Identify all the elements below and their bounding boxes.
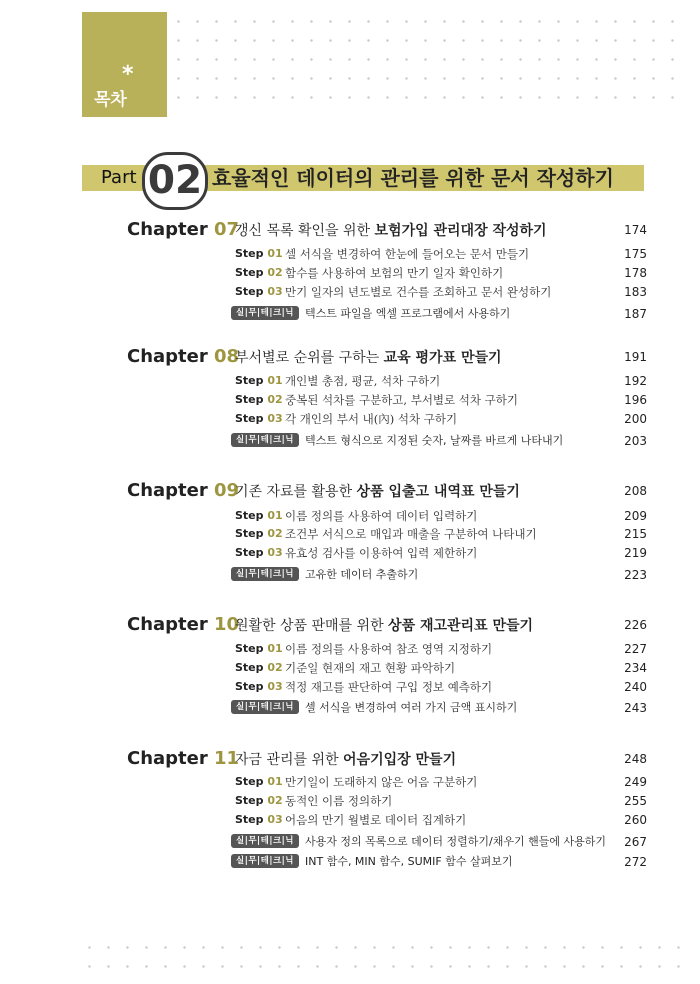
page-number: 187 — [624, 307, 647, 321]
page-number: 223 — [624, 568, 647, 582]
step-item[interactable] — [235, 792, 647, 810]
page-number: 215 — [624, 527, 647, 541]
step-item[interactable] — [235, 811, 647, 829]
tip-text: 텍스트 형식으로 지정된 숫자, 날짜를 바르게 나타내기 — [305, 434, 564, 447]
tip-text: INT 함수, MIN 함수, SUMIF 함수 살펴보기 — [305, 855, 513, 868]
page-number: 209 — [624, 509, 647, 523]
step-label: Step 02 — [235, 794, 283, 807]
tip-badge: 실|무|테|크|닉 — [231, 433, 299, 447]
step-label: Step 01 — [235, 247, 283, 260]
chapter-label: Chapter 10 — [127, 614, 240, 635]
step-item[interactable] — [235, 283, 647, 301]
step-label: Step 02 — [235, 266, 283, 279]
step-item[interactable] — [235, 391, 647, 409]
chapter-heading[interactable] — [127, 219, 647, 241]
tip-badge: 실|무|테|크|닉 — [231, 834, 299, 848]
page-number: 203 — [624, 434, 647, 448]
step-label: Step 03 — [235, 412, 283, 425]
chapter-label: Chapter 07 — [127, 219, 240, 240]
step-text: 유효성 검사를 이용하여 입력 제한하기 — [285, 546, 478, 560]
chapter-title: 자금 관리를 위한 어음기입장 만들기 — [235, 752, 457, 768]
star-icon: * — [122, 62, 134, 87]
step-label: Step 01 — [235, 642, 283, 655]
chapter-title: 갱신 목록 확인을 위한 보험가입 관리대장 작성하기 — [235, 223, 547, 239]
page-number: 234 — [624, 661, 647, 675]
step-text: 이름 정의를 사용하여 데이터 입력하기 — [285, 509, 478, 523]
tip-text: 셀 서식을 변경하여 여러 가지 금액 표시하기 — [305, 701, 518, 714]
step-text: 이름 정의를 사용하여 참조 영역 지정하기 — [285, 642, 493, 656]
chapter-heading[interactable] — [127, 748, 647, 770]
tip-badge: 실|무|테|크|닉 — [231, 854, 299, 868]
chapter-label: Chapter 09 — [127, 480, 240, 501]
step-label: Step 01 — [235, 374, 283, 387]
tip-item[interactable] — [231, 833, 647, 851]
page-number: 196 — [624, 393, 647, 407]
step-label: Step 03 — [235, 285, 283, 298]
tip-item[interactable] — [231, 432, 647, 450]
part-number-badge: 02 — [142, 152, 208, 210]
page-number: 240 — [624, 680, 647, 694]
page-number: 183 — [624, 285, 647, 299]
tip-badge: 실|무|테|크|닉 — [231, 700, 299, 714]
step-label: Step 03 — [235, 546, 283, 559]
step-text: 만기 일자의 년도별로 건수를 조회하고 문서 완성하기 — [285, 285, 552, 299]
step-text: 적정 재고를 판단하여 구입 정보 예측하기 — [285, 680, 493, 694]
chapter-title: 원활한 상품 판매를 위한 상품 재고관리표 만들기 — [235, 618, 534, 634]
step-item[interactable] — [235, 410, 647, 428]
tip-item[interactable] — [231, 305, 647, 323]
page-number: 272 — [624, 855, 647, 869]
step-item[interactable] — [235, 640, 647, 658]
page-number: 192 — [624, 374, 647, 388]
page-number: 267 — [624, 835, 647, 849]
step-label: Step 03 — [235, 813, 283, 826]
chapter-label: Chapter 11 — [127, 748, 240, 769]
step-label: Step 02 — [235, 661, 283, 674]
step-item[interactable] — [235, 372, 647, 390]
step-label: Step 02 — [235, 527, 283, 540]
step-label: Step 02 — [235, 393, 283, 406]
step-item[interactable] — [235, 507, 647, 525]
step-label: Step 01 — [235, 509, 283, 522]
page-number: 208 — [624, 484, 647, 498]
step-text: 셀 서식을 변경하여 한눈에 들어오는 문서 만들기 — [285, 247, 530, 261]
page-number: 200 — [624, 412, 647, 426]
step-text: 중복된 석차를 구분하고, 부서별로 석차 구하기 — [285, 393, 519, 407]
step-text: 함수를 사용하여 보험의 만기 일자 확인하기 — [285, 266, 504, 280]
page-number: 175 — [624, 247, 647, 261]
step-text: 어음의 만기 월별로 데이터 집계하기 — [285, 813, 467, 827]
page-number: 219 — [624, 546, 647, 560]
dot-pattern-bottom — [80, 938, 690, 974]
tip-text: 텍스트 파일을 엑셀 프로그램에서 사용하기 — [305, 307, 511, 320]
step-item[interactable] — [235, 525, 647, 543]
page-number: 248 — [624, 752, 647, 766]
step-text: 개인별 총점, 평균, 석차 구하기 — [285, 374, 441, 388]
chapter-heading[interactable] — [127, 614, 647, 636]
toc-label: 목차 — [94, 90, 127, 110]
page-number: 249 — [624, 775, 647, 789]
page-number: 227 — [624, 642, 647, 656]
step-item[interactable] — [235, 544, 647, 562]
part-word: Part — [101, 167, 137, 188]
tip-item[interactable] — [231, 566, 647, 584]
chapter-label: Chapter 08 — [127, 346, 240, 367]
part-title: 효율적인 데이터의 관리를 위한 문서 작성하기 — [212, 166, 614, 190]
step-text: 각 개인의 부서 내(內) 석차 구하기 — [285, 412, 458, 426]
step-item[interactable] — [235, 245, 647, 263]
step-item[interactable] — [235, 773, 647, 791]
page-number: 243 — [624, 701, 647, 715]
step-item[interactable] — [235, 264, 647, 282]
toc-header-box — [82, 12, 167, 117]
tip-text: 사용자 정의 목록으로 데이터 정렬하기/채우기 핸들에 사용하기 — [305, 835, 606, 848]
page-number: 260 — [624, 813, 647, 827]
chapter-heading[interactable] — [127, 480, 647, 502]
page-number: 174 — [624, 223, 647, 237]
page-number: 226 — [624, 618, 647, 632]
step-text: 기준일 현재의 재고 현황 파악하기 — [285, 661, 456, 675]
tip-item[interactable] — [231, 853, 647, 871]
chapter-heading[interactable] — [127, 346, 647, 368]
step-item[interactable] — [235, 659, 647, 677]
step-item[interactable] — [235, 678, 647, 696]
chapter-title: 기존 자료를 활용한 상품 입출고 내역표 만들기 — [235, 484, 520, 500]
step-label: Step 01 — [235, 775, 283, 788]
step-label: Step 03 — [235, 680, 283, 693]
page-number: 255 — [624, 794, 647, 808]
page-number: 178 — [624, 266, 647, 280]
dot-pattern-top — [150, 12, 690, 107]
tip-item[interactable] — [231, 699, 647, 717]
tip-badge: 실|무|테|크|닉 — [231, 567, 299, 581]
chapter-title: 부서별로 순위를 구하는 교육 평가표 만들기 — [235, 350, 502, 366]
step-text: 조건부 서식으로 매입과 매출을 구분하여 나타내기 — [285, 527, 537, 541]
step-text: 동적인 이름 정의하기 — [285, 794, 393, 808]
tip-badge: 실|무|테|크|닉 — [231, 306, 299, 320]
page-number: 191 — [624, 350, 647, 364]
tip-text: 고유한 데이터 추출하기 — [305, 568, 419, 581]
step-text: 만기일이 도래하지 않은 어음 구분하기 — [285, 775, 478, 789]
